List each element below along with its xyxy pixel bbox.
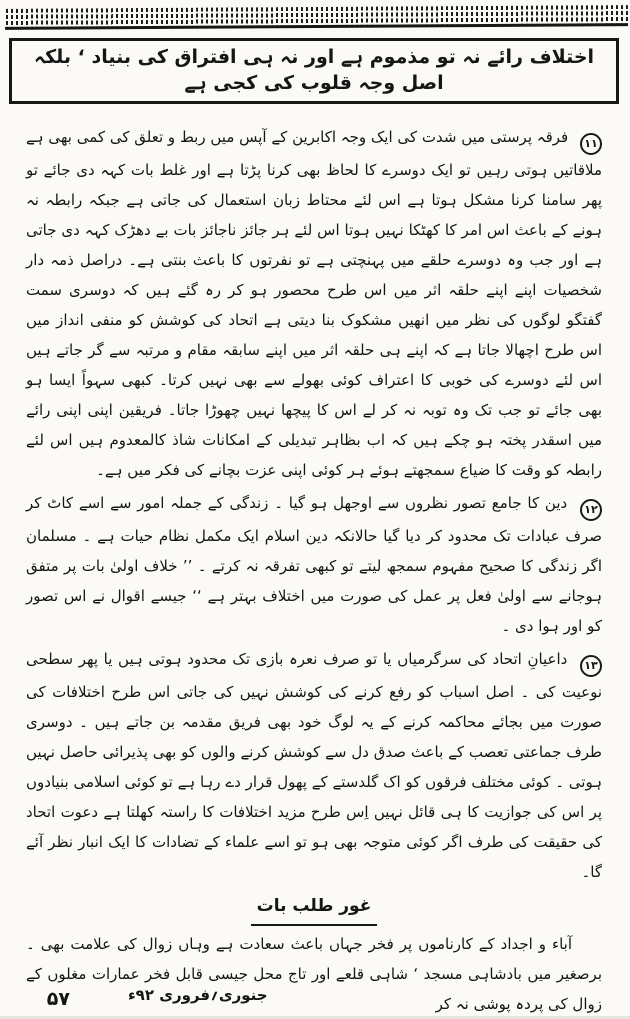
page-number: ۵۷ (46, 988, 70, 1010)
closing-paragraph: آباء و اجداد کے کارناموں پر فخر جہاں باعث سعادت ہے وہاں زوال کی علامت بھی ۔ برصغیر میں بادشاہی مسجد ‘ شاہی قلعے اور تاج محل جیسی قابل فخر عمارات مغلوں کے زوال کی پردہ پوشی نہ کر (26, 935, 602, 1013)
paragraph-12-number-badge: ۱۲ (580, 499, 602, 521)
paragraph-11 (26, 122, 602, 485)
headline-text: اختلاف رائے نہ تو مذموم ہے اور نہ ہی افتراق کی بنیاد ‘ بلکہ اصل وجہ قلوب کی کجی ہے (33, 46, 595, 94)
paragraph-12-text: دین کا جامع تصور نظروں سے اوجھل ہو گیا ۔ زندگی کے جملہ امور سے اسے کاٹ کر صرف عبادات تک محدود کر دیا گیا حالانکہ دین اسلام ایک مکمل نظام حیات ہے ۔ مسلمان اگر زندگی کا صحیح مفہوم سمجھ لیتے تو کبھی تفرقہ نہ کرتے ۔ ’’ خلاف اولیٰ بات پر متفق ہوجانے سے اولیٰ فعل پر عمل کی صورت میں اختلاف بہتر ہے ‘‘ جیسے اقوال نے اس تصور کو اور ہوا دی ۔ (26, 494, 602, 635)
paragraph-12 (26, 488, 602, 641)
section-heading: غور طلب بات (251, 891, 378, 926)
paragraph-13-number-badge: ۱۳ (580, 655, 602, 677)
section-heading-row (26, 891, 602, 926)
issue-date: جنوری؍فروری ۹۲ء (128, 986, 268, 1004)
paragraph-13-text: داعیانِ اتحاد کی سرگرمیاں یا تو صرف نعرہ بازی تک محدود ہوتی ہیں یا پھر سطحی نوعیت کی ۔ اصل اسباب کو رفع کرنے کی کوشش نہیں کی جاتی اس طرح اختلافات کی صورت میں بجائے محاکمہ کرنے کے یہ لوگ خود بھی فریق مقدمہ بن جاتے ہیں ۔ دوسری طرف جماعتی تعصب کے باعث صدق دل سے کوشش کرنے والوں کو بھی پذیرائی حاصل نہیں ہوتی ۔ کوئی مختلف فرقوں کو اک گلدستے کے پھول قرار دے رہا ہے تو کوئی اسلامی بنیادوں پر اس کی جوازیت کا ہی قائل نہیں اِس طرح مزید اختلافات کا راستہ کھلتا ہے دعوت اتحاد کی حقیقت کی طرف اگر کوئی متوجہ بھی ہو تو اسے علماء کے تضادات کا ایک انبار نظر آئے گا۔ (26, 650, 602, 881)
paragraph-13 (26, 644, 602, 887)
ornamental-border (5, 5, 628, 30)
paragraph-11-number-badge: ۱۱ (580, 133, 602, 155)
paragraph-11-text: فرقہ پرستی میں شدت کی ایک وجہ اکابرین کے آپس میں ربط و تعلق کی کمی بھی ہے ملاقاتیں ہوتی رہیں تو ایک دوسرے کا لحاظ بھی کرنا پڑتا ہے اور غلط بات کہہ دی جائے تو پھر سامنا کرنا مشکل ہوتا ہے اس لئے محتاط زبان استعمال کی جاتی ہے جبکہ رابطہ نہ ہونے کے باعث اس امر کا کھٹکا نہیں ہوتا اس لئے ہر جائز ناجائز بات بے دھڑک کہہ دی جاتی ہے اور جب وہ دوسرے حلقے میں پہنچتی ہے تو نفرتوں کا باعث بنتی ہے۔ دراصل ذمہ دار شخصیات اپنے اپنے حلقہ اثر میں اس طرح محصور ہو کر رہ گئے ہیں کہ دوسری سمت گفتگو لوگوں کی نظر میں انھیں مشکوک بنا دیتی ہے اتحاد کی کوشش کو منفی انداز میں اس طرح اچھالا جاتا ہے کہ اپنے ہی حلقہ اثر میں اپنے سابقہ مقام و مرتبہ سے گر جاتے ہیں اس لئے دوسرے کی خوبی کا اعتراف کوئی بھولے سے بھی نہیں کرتا۔ کبھی سہواً ایسا ہو بھی جائے تو جب تک وہ توبہ نہ کر لے اس کا پیچھا نہیں چھوڑا جاتا۔ فریقین اپنی اپنی رائے میں اسقدر پختہ ہو چکے ہیں کہ اب بظاہر تبدیلی کے امکانات شاذ کالمعدوم ہیں اس لئے رابطہ کو وقت کا ضیاع سمجھتے ہوئے ہر کوئی اپنی عزت بچانے کی فکر میں ہے۔ (26, 128, 602, 479)
headline-box (9, 38, 619, 104)
